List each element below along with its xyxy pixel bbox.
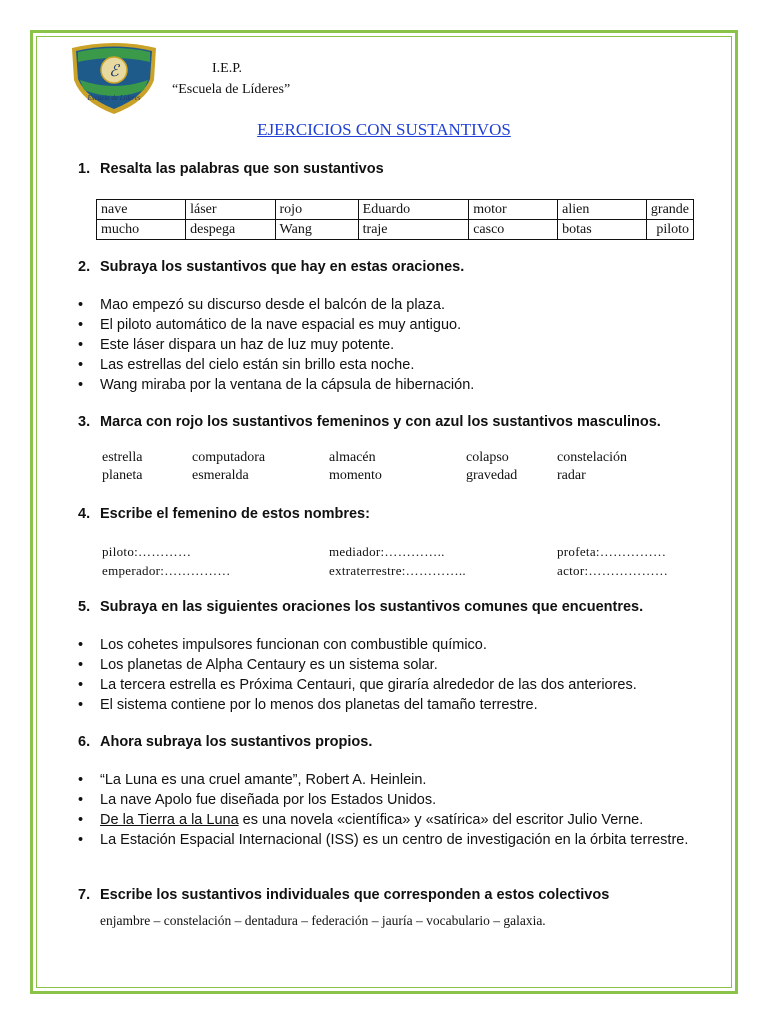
question-text: Subraya los sustantivos que hay en estas oraciones. [100,259,465,275]
bullet: • [78,792,84,808]
fill-in-item: extraterrestre:………….. [329,563,466,578]
list-item-text: La Estación Espacial Internacional (ISS) es un centro de investigación en la órbita terrestre. [100,832,689,848]
table-cell: alien [558,200,647,220]
question-text: Ahora subraya los sustantivos propios. [100,734,373,750]
question-number: 1. [78,161,91,177]
school-header [172,58,290,100]
grid-word: planeta [102,468,143,483]
table-cell: nave [97,200,186,220]
list-item [78,770,710,790]
grid-word: constelación [557,450,627,465]
list-item [78,295,718,315]
question-number: 2. [78,259,91,275]
list-item-text: Este láser dispara un haz de luz muy potente. [100,337,395,353]
table-cell: Eduardo [358,200,469,220]
fill-in-item: emperador:…………… [102,563,231,578]
question-number: 6. [78,734,91,750]
list-item-text: es una novela «científica» y «satírica» del escritor Julio Verne. [238,812,644,828]
question-5-list [78,635,718,715]
bullet: • [78,377,84,393]
fill-in-item: mediador:………….. [329,544,445,559]
school-crest-logo [66,40,162,116]
list-item [78,830,710,850]
fill-in-item: actor:……………… [557,563,669,578]
bullet: • [78,637,84,653]
bullet: • [78,317,84,333]
question-number: 7. [78,887,91,903]
list-item-text: Mao empezó su discurso desde el balcón de la plaza. [100,297,445,313]
svg-text:Escuela de Líderes: Escuela de Líderes [87,94,141,102]
table-cell: láser [186,200,275,220]
table-cell: mucho [97,220,186,240]
bullet: • [78,657,84,673]
fill-in-item: piloto:………… [102,544,192,559]
bullet: • [78,812,84,828]
grid-word: radar [557,468,586,483]
question-number: 5. [78,599,91,615]
list-item-text: Los planetas de Alpha Centaury es un sistema solar. [100,657,438,673]
institution-type: I.E.P. [212,61,242,76]
list-item-text: El piloto automático de la nave espacial es muy antiguo. [100,317,462,333]
table-row [97,220,694,240]
collective-nouns-line: enjambre – constelación – dentadura – federación – jauría – vocabulario – galaxia. [100,913,546,928]
question-text: Subraya en las siguientes oraciones los sustantivos comunes que encuentres. [100,599,644,615]
question-6-list [78,770,710,850]
grid-word: gravedad [466,468,518,483]
grid-word: esmeralda [192,468,249,483]
grid-word: momento [329,468,382,483]
list-item-text: “La Luna es una cruel amante”, Robert A. Heinlein. [100,772,427,788]
question-5-heading [78,599,643,615]
list-item [78,695,718,715]
school-name: “Escuela de Líderes” [172,82,291,97]
grid-word: colapso [466,450,509,465]
table-cell: rojo [275,200,358,220]
table-cell: despega [186,220,275,240]
bullet: • [78,772,84,788]
list-item [78,790,710,810]
list-item [78,315,718,335]
question-number: 3. [78,414,91,430]
table-cell: piloto [646,220,693,240]
question-text: Escribe los sustantivos individuales que corresponden a estos colectivos [100,887,610,903]
list-item [78,635,718,655]
list-item [78,355,718,375]
list-item [78,335,718,355]
list-item [78,810,710,830]
list-item [78,655,718,675]
question-2-list [78,295,718,395]
bullet: • [78,697,84,713]
question-number: 4. [78,506,91,522]
list-item-text: Wang miraba por la ventana de la cápsula de hibernación. [100,377,475,393]
table-row [97,200,694,220]
table-cell: traje [358,220,469,240]
fill-in-item: profeta:…………… [557,544,667,559]
question-7-heading [78,887,609,903]
bullet: • [78,357,84,373]
grid-word: computadora [192,450,266,465]
question-6-heading [78,734,372,750]
table-cell: casco [469,220,558,240]
grid-word: almacén [329,450,376,465]
list-item [78,675,718,695]
question-3-heading [78,414,661,430]
bullet: • [78,832,84,848]
list-item-text: La tercera estrella es Próxima Centauri, que giraría alrededor de las dos anteriores. [100,677,637,693]
svg-text:ℰ: ℰ [109,63,119,80]
bullet: • [78,297,84,313]
book-title-underlined: De la Tierra a la Luna [100,812,239,828]
list-item-text: Las estrellas del cielo están sin brillo esta noche. [100,357,415,373]
bullet: • [78,677,84,693]
noun-word-table [96,199,694,240]
table-cell: botas [558,220,647,240]
question-2-heading [78,259,464,275]
list-item-text: La nave Apolo fue diseñada por los Estados Unidos. [100,792,437,808]
question-text: Resalta las palabras que son sustantivos [100,161,384,177]
list-item [78,375,718,395]
page-title: EJERCICIOS CON SUSTANTIVOS [257,120,511,139]
list-item-text: El sistema contiene por lo menos dos planetas del tamaño terrestre. [100,697,538,713]
question-4-heading [78,506,370,522]
table-cell: grande [646,200,693,220]
question-1-heading [78,161,384,177]
list-item-text: Los cohetes impulsores funcionan con combustible químico. [100,637,487,653]
table-cell: motor [469,200,558,220]
grid-word: estrella [102,450,143,465]
bullet: • [78,337,84,353]
question-text: Marca con rojo los sustantivos femeninos y con azul los sustantivos masculinos. [100,414,661,430]
table-cell: Wang [275,220,358,240]
question-text: Escribe el femenino de estos nombres: [100,506,370,522]
